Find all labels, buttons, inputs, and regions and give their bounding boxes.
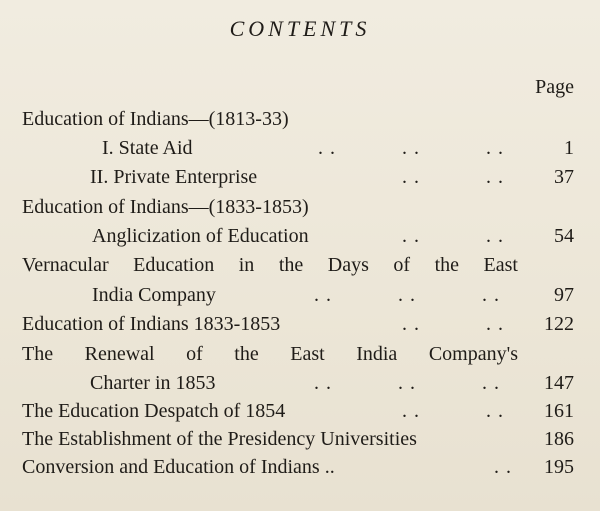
- toc-entry: [0, 425, 600, 453]
- toc-entry-text: Vernacular Education in the Days of the East: [22, 254, 518, 276]
- toc-entry-page: 195: [544, 456, 574, 478]
- toc-entry-text: India Company: [92, 284, 216, 306]
- toc-entry-text: The Renewal of the East India Company's: [22, 343, 518, 365]
- toc-entry-page: 122: [544, 313, 574, 335]
- toc-entry: [0, 193, 600, 221]
- toc-entry-page: 161: [544, 400, 574, 422]
- toc-entry: [0, 369, 600, 397]
- toc-entry: [0, 397, 600, 425]
- page-column-header: Page: [535, 76, 574, 98]
- toc-entry: [0, 105, 600, 133]
- toc-entry-page: 54: [554, 225, 574, 247]
- leader-dots: . . . . . .: [314, 284, 500, 306]
- toc-entry: [0, 340, 600, 368]
- toc-entry-page: 147: [544, 372, 574, 394]
- leader-dots: . . . . . .: [318, 137, 504, 159]
- leader-dots: . . . .: [402, 313, 504, 335]
- leader-dots: . . . .: [402, 225, 504, 247]
- toc-entry: [0, 251, 600, 279]
- contents-title: CONTENTS: [229, 16, 371, 41]
- toc-entry-text: Charter in 1853: [90, 372, 216, 394]
- leader-dots: . .: [494, 456, 512, 478]
- toc-entry: [0, 222, 600, 250]
- toc-entry-page: 1: [564, 137, 574, 159]
- toc-entry-text: The Establishment of the Presidency Universities: [22, 428, 417, 450]
- toc-entry-text: I. State Aid: [102, 137, 193, 159]
- toc-entry: [0, 281, 600, 309]
- toc-entry-text: Education of Indians 1833-1853: [22, 313, 281, 335]
- toc-entry-page: 186: [544, 428, 574, 450]
- leader-dots: . . . .: [402, 400, 504, 422]
- toc-entry-page: 97: [554, 284, 574, 306]
- toc-entry-text: Anglicization of Education: [92, 225, 309, 247]
- toc-entry-text: Education of Indians—(1813-33): [22, 108, 289, 130]
- leader-dots: . . . .: [402, 166, 504, 188]
- toc-entry: [0, 163, 600, 191]
- toc-entry-page: 37: [554, 166, 574, 188]
- toc-entry: [0, 310, 600, 338]
- toc-entry: [0, 134, 600, 162]
- toc-entry: [0, 453, 600, 481]
- toc-entry-text: The Education Despatch of 1854: [22, 400, 286, 422]
- toc-entry-text: II. Private Enterprise: [90, 166, 258, 188]
- leader-dots: . . . . . .: [314, 372, 500, 394]
- toc-entry-text: Conversion and Education of Indians ..: [22, 456, 335, 478]
- toc-entry-text: Education of Indians—(1833-1853): [22, 196, 309, 218]
